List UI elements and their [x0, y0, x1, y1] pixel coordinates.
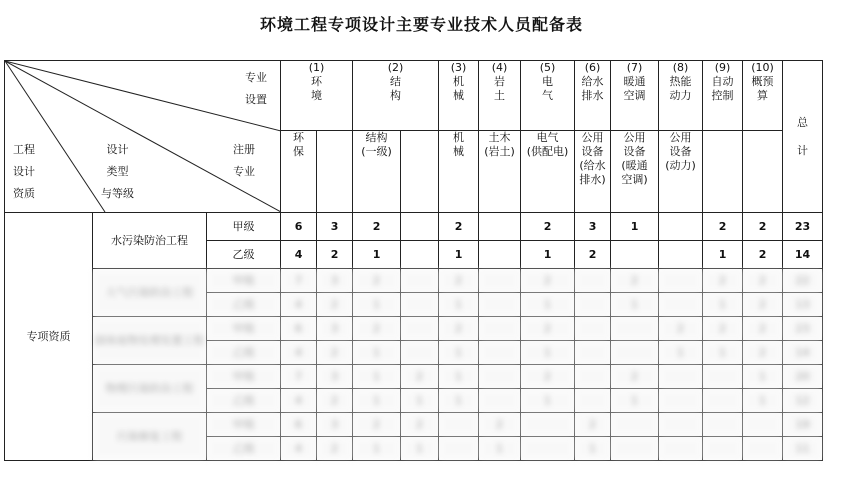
value-cell: 1 — [439, 241, 479, 269]
value-cell — [401, 341, 439, 365]
specialty-header-1: (1) 环 境 — [281, 61, 353, 131]
value-cell: 2 — [353, 413, 401, 437]
grade-cell: 甲级 — [207, 213, 281, 241]
qualification-cell: 专项资质 — [5, 213, 93, 461]
value-cell — [479, 241, 521, 269]
registered-cell-3: 结构 (一级) — [353, 131, 401, 213]
value-cell — [575, 317, 611, 341]
total-header: 总 计 — [783, 61, 823, 213]
value-cell — [479, 317, 521, 341]
value-cell: 2 — [743, 269, 783, 293]
value-cell — [611, 241, 659, 269]
value-cell — [479, 213, 521, 241]
registered-cell-5: 机 械 — [439, 131, 479, 213]
value-cell: 2 — [743, 341, 783, 365]
value-cell — [401, 317, 439, 341]
value-cell: 1 — [353, 341, 401, 365]
value-cell: 14 — [783, 341, 823, 365]
value-cell: 2 — [317, 437, 353, 461]
value-cell: 2 — [353, 269, 401, 293]
value-cell: 2 — [743, 293, 783, 317]
value-cell: 2 — [439, 317, 479, 341]
value-cell — [479, 365, 521, 389]
value-cell — [575, 389, 611, 413]
value-cell: 2 — [439, 269, 479, 293]
value-cell: 2 — [575, 241, 611, 269]
value-cell: 1 — [439, 365, 479, 389]
value-cell: 14 — [783, 241, 823, 269]
data-row-1 — [5, 213, 823, 241]
registered-cell-12 — [743, 131, 783, 213]
value-cell: 2 — [401, 413, 439, 437]
value-cell: 2 — [659, 317, 703, 341]
value-cell — [611, 317, 659, 341]
registered-cell-11 — [703, 131, 743, 213]
value-cell: 1 — [353, 241, 401, 269]
value-cell: 2 — [575, 413, 611, 437]
value-cell: 1 — [521, 389, 575, 413]
registered-cell-4 — [401, 131, 439, 213]
value-cell: 2 — [521, 317, 575, 341]
value-cell — [575, 365, 611, 389]
value-cell — [611, 437, 659, 461]
value-cell: 1 — [611, 389, 659, 413]
value-cell: 2 — [353, 317, 401, 341]
value-cell — [401, 213, 439, 241]
value-cell — [575, 269, 611, 293]
specialty-header-4: (4) 岩 土 — [479, 61, 521, 131]
value-cell: 1 — [439, 293, 479, 317]
grade-cell: 乙级 — [207, 293, 281, 317]
value-cell — [659, 241, 703, 269]
data-row-7 — [5, 365, 823, 389]
value-cell: 2 — [317, 241, 353, 269]
value-cell: 7 — [281, 269, 317, 293]
value-cell — [401, 269, 439, 293]
registered-cell-9: 公用 设备 (暖通 空调) — [611, 131, 659, 213]
value-cell: 3 — [317, 317, 353, 341]
value-cell: 1 — [703, 293, 743, 317]
value-cell: 1 — [611, 213, 659, 241]
value-cell — [479, 389, 521, 413]
value-cell: 2 — [439, 213, 479, 241]
value-cell — [703, 413, 743, 437]
value-cell: 2 — [317, 389, 353, 413]
value-cell: 2 — [743, 241, 783, 269]
value-cell — [521, 437, 575, 461]
value-cell — [703, 437, 743, 461]
data-row-3 — [5, 269, 823, 293]
registered-cell-8: 公用 设备 (给水 排水) — [575, 131, 611, 213]
value-cell: 1 — [353, 365, 401, 389]
grade-cell: 甲级 — [207, 317, 281, 341]
value-cell: 4 — [281, 293, 317, 317]
project-name-cell: 大气污染防治工程 — [93, 269, 207, 317]
value-cell — [611, 341, 659, 365]
staffing-table — [4, 60, 823, 461]
value-cell — [659, 213, 703, 241]
value-cell: 4 — [281, 241, 317, 269]
value-cell: 1 — [703, 341, 743, 365]
value-cell: 1 — [521, 293, 575, 317]
specialty-header-8: (8) 热能 动力 — [659, 61, 703, 131]
value-cell: 1 — [353, 389, 401, 413]
value-cell — [479, 341, 521, 365]
value-cell — [659, 413, 703, 437]
value-cell: 7 — [281, 365, 317, 389]
value-cell — [659, 293, 703, 317]
value-cell: 3 — [575, 213, 611, 241]
value-cell — [743, 437, 783, 461]
page-title: 环境工程专项设计主要专业技术人员配备表 — [259, 15, 583, 34]
header-row-specialties — [5, 61, 823, 131]
value-cell: 1 — [479, 437, 521, 461]
value-cell: 1 — [353, 437, 401, 461]
value-cell: 1 — [401, 437, 439, 461]
registered-cell-10: 公用 设备 (动力) — [659, 131, 703, 213]
registered-cell-7: 电气 (供配电) — [521, 131, 575, 213]
value-cell: 4 — [281, 437, 317, 461]
value-cell: 2 — [353, 213, 401, 241]
grade-cell: 甲级 — [207, 269, 281, 293]
grade-cell: 乙级 — [207, 437, 281, 461]
value-cell — [439, 413, 479, 437]
value-cell: 1 — [743, 389, 783, 413]
corner-label-specialty-setup: 专业 设置 — [245, 71, 267, 106]
value-cell — [703, 365, 743, 389]
value-cell — [659, 269, 703, 293]
value-cell — [703, 389, 743, 413]
value-cell — [611, 413, 659, 437]
grade-cell: 乙级 — [207, 389, 281, 413]
value-cell — [743, 413, 783, 437]
value-cell: 19 — [783, 413, 823, 437]
value-cell: 2 — [743, 317, 783, 341]
corner-label-design-type: 设计 类型 与等级 — [101, 143, 134, 200]
value-cell: 2 — [317, 293, 353, 317]
specialty-header-6: (6) 给水 排水 — [575, 61, 611, 131]
value-cell: 2 — [521, 269, 575, 293]
value-cell: 1 — [611, 293, 659, 317]
value-cell: 2 — [611, 365, 659, 389]
value-cell — [575, 293, 611, 317]
value-cell: 2 — [521, 365, 575, 389]
value-cell: 1 — [575, 437, 611, 461]
specialty-header-7: (7) 暖通 空调 — [611, 61, 659, 131]
value-cell: 12 — [783, 389, 823, 413]
value-cell: 2 — [611, 269, 659, 293]
specialty-header-5: (5) 电 气 — [521, 61, 575, 131]
value-cell: 6 — [281, 317, 317, 341]
value-cell: 2 — [317, 341, 353, 365]
data-row-9 — [5, 413, 823, 437]
value-cell: 3 — [317, 365, 353, 389]
value-cell: 1 — [521, 241, 575, 269]
value-cell: 23 — [783, 317, 823, 341]
value-cell: 2 — [703, 269, 743, 293]
project-name-cell: 污染修复工程 — [93, 413, 207, 461]
value-cell — [521, 413, 575, 437]
value-cell: 2 — [479, 413, 521, 437]
registered-cell-2 — [317, 131, 353, 213]
diagonal-lines — [5, 61, 281, 212]
value-cell: 2 — [703, 317, 743, 341]
value-cell: 2 — [703, 213, 743, 241]
value-cell: 4 — [281, 389, 317, 413]
value-cell — [659, 437, 703, 461]
value-cell: 11 — [783, 437, 823, 461]
specialty-header-3: (3) 机 械 — [439, 61, 479, 131]
grade-cell: 乙级 — [207, 341, 281, 365]
grade-cell: 甲级 — [207, 365, 281, 389]
value-cell: 1 — [353, 293, 401, 317]
value-cell: 4 — [281, 341, 317, 365]
value-cell — [439, 437, 479, 461]
value-cell: 23 — [783, 213, 823, 241]
value-cell: 2 — [521, 213, 575, 241]
value-cell — [401, 293, 439, 317]
value-cell — [401, 241, 439, 269]
value-cell — [659, 389, 703, 413]
value-cell — [479, 293, 521, 317]
value-cell: 20 — [783, 365, 823, 389]
value-cell: 3 — [317, 213, 353, 241]
value-cell: 1 — [439, 341, 479, 365]
value-cell: 13 — [783, 293, 823, 317]
value-cell: 6 — [281, 413, 317, 437]
project-name-cell: 物理污染防治工程 — [93, 365, 207, 413]
grade-cell: 乙级 — [207, 241, 281, 269]
value-cell: 3 — [317, 269, 353, 293]
value-cell: 22 — [783, 269, 823, 293]
registered-cell-6: 土木 (岩土) — [479, 131, 521, 213]
value-cell: 1 — [743, 365, 783, 389]
value-cell — [479, 269, 521, 293]
diagonal-header-cell — [5, 61, 281, 213]
value-cell — [575, 341, 611, 365]
project-name-cell: 固体废物处理处置工程 — [93, 317, 207, 365]
diagonal-line-0 — [5, 61, 281, 131]
value-cell: 2 — [401, 365, 439, 389]
grade-cell: 甲级 — [207, 413, 281, 437]
specialty-header-2: (2) 结 构 — [353, 61, 439, 131]
data-row-5 — [5, 317, 823, 341]
registered-cell-1: 环 保 — [281, 131, 317, 213]
specialty-header-10: (10) 概预 算 — [743, 61, 783, 131]
value-cell: 1 — [439, 389, 479, 413]
value-cell: 1 — [521, 341, 575, 365]
diagonal-line-1 — [5, 61, 281, 212]
corner-label-qualification: 工程 设计 资质 — [13, 143, 35, 200]
value-cell: 1 — [401, 389, 439, 413]
value-cell: 1 — [703, 241, 743, 269]
value-cell: 1 — [659, 341, 703, 365]
corner-label-registered: 注册 专业 — [233, 143, 255, 178]
value-cell: 2 — [743, 213, 783, 241]
value-cell: 6 — [281, 213, 317, 241]
value-cell — [659, 365, 703, 389]
value-cell: 3 — [317, 413, 353, 437]
specialty-header-9: (9) 自动 控制 — [703, 61, 743, 131]
project-name-cell: 水污染防治工程 — [93, 213, 207, 269]
